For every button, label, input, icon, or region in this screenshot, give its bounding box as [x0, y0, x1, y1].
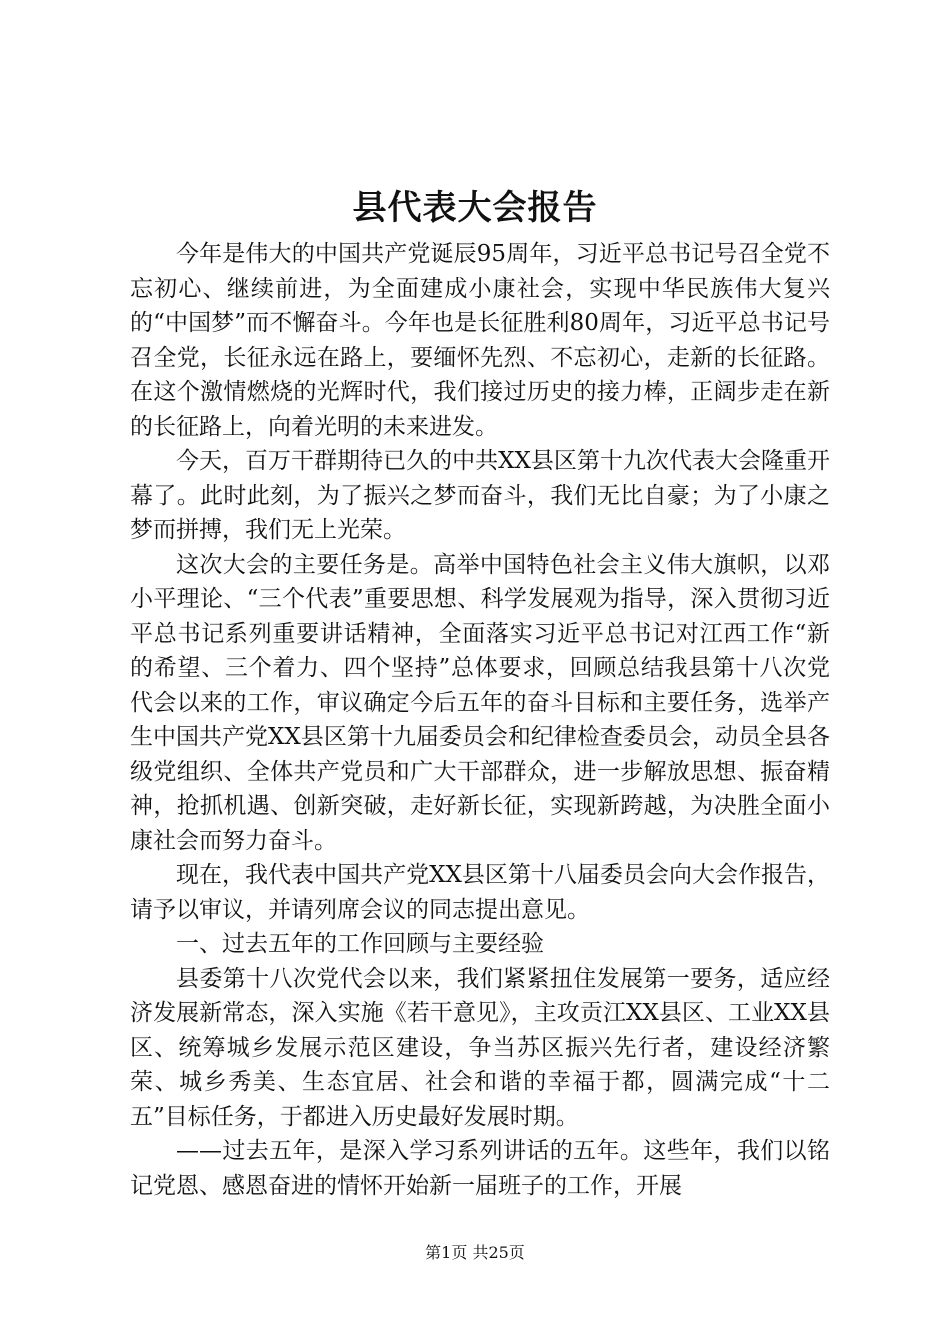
- paragraph: ——过去五年，是深入学习系列讲话的五年。这些年，我们以铭记党恩、感恩奋进的情怀开始新一届班子的工作，开展: [130, 1138, 830, 1199]
- section-heading: 一、过去五年的工作回顾与主要经验: [176, 931, 544, 957]
- page-footer: 第1页 共25页: [425, 1243, 525, 1262]
- document-body: [130, 237, 830, 1203]
- paragraph: 现在，我代表中国共产党XX县区第十八届委员会向大会作报告，请予以审议，并请列席会议的同志提出意见。: [130, 862, 830, 923]
- document-title: 县代表大会报告: [352, 188, 598, 228]
- paragraph: 今天，百万干群期待已久的中共XX县区第十九次代表大会隆重开幕了。此时此刻，为了振兴之梦而奋斗，我们无比自豪；为了小康之梦而拼搏，我们无上光荣。: [130, 448, 830, 543]
- paragraph: 县委第十八次党代会以来，我们紧紧扭住发展第一要务，适应经济发展新常态，深入实施《若干意见》，主攻贡江XX县区、工业XX县区、统筹城乡发展示范区建设，争当苏区振兴先行者，建设经济繁荣、城乡秀美、生态宜居、社会和谐的幸福于都，圆满完成“十二五”目标任务，于都进入历史最好发展时期。: [130, 965, 830, 1130]
- paragraph: 今年是伟大的中国共产党诞辰95周年，习近平总书记号召全党不忘初心、继续前进，为全面建成小康社会，实现中华民族伟大复兴的“中国梦”而不懈奋斗。今年也是长征胜利80周年，习近平总书记号召全党，长征永远在路上，要缅怀先烈、不忘初心，走新的长征路。在这个激情燃烧的光辉时代，我们接过历史的接力棒，正阔步走在新的长征路上，向着光明的未来进发。: [130, 241, 830, 440]
- paragraph: 这次大会的主要任务是。高举中国特色社会主义伟大旗帜，以邓小平理论、“三个代表”重要思想、科学发展观为指导，深入贯彻习近平总书记系列重要讲话精神，全面落实习近平总书记对江西工作“新的希望、三个着力、四个坚持”总体要求，回顾总结我县第十八次党代会以来的工作，审议确定今后五年的奋斗目标和主要任务，选举产生中国共产党XX县区第十九届委员会和纪律检查委员会，动员全县各级党组织、全体共产党员和广大干部群众，进一步解放思想、振奋精神，抢抓机遇、创新突破，走好新长征，实现新跨越，为决胜全面小康社会而努力奋斗。: [130, 551, 830, 854]
